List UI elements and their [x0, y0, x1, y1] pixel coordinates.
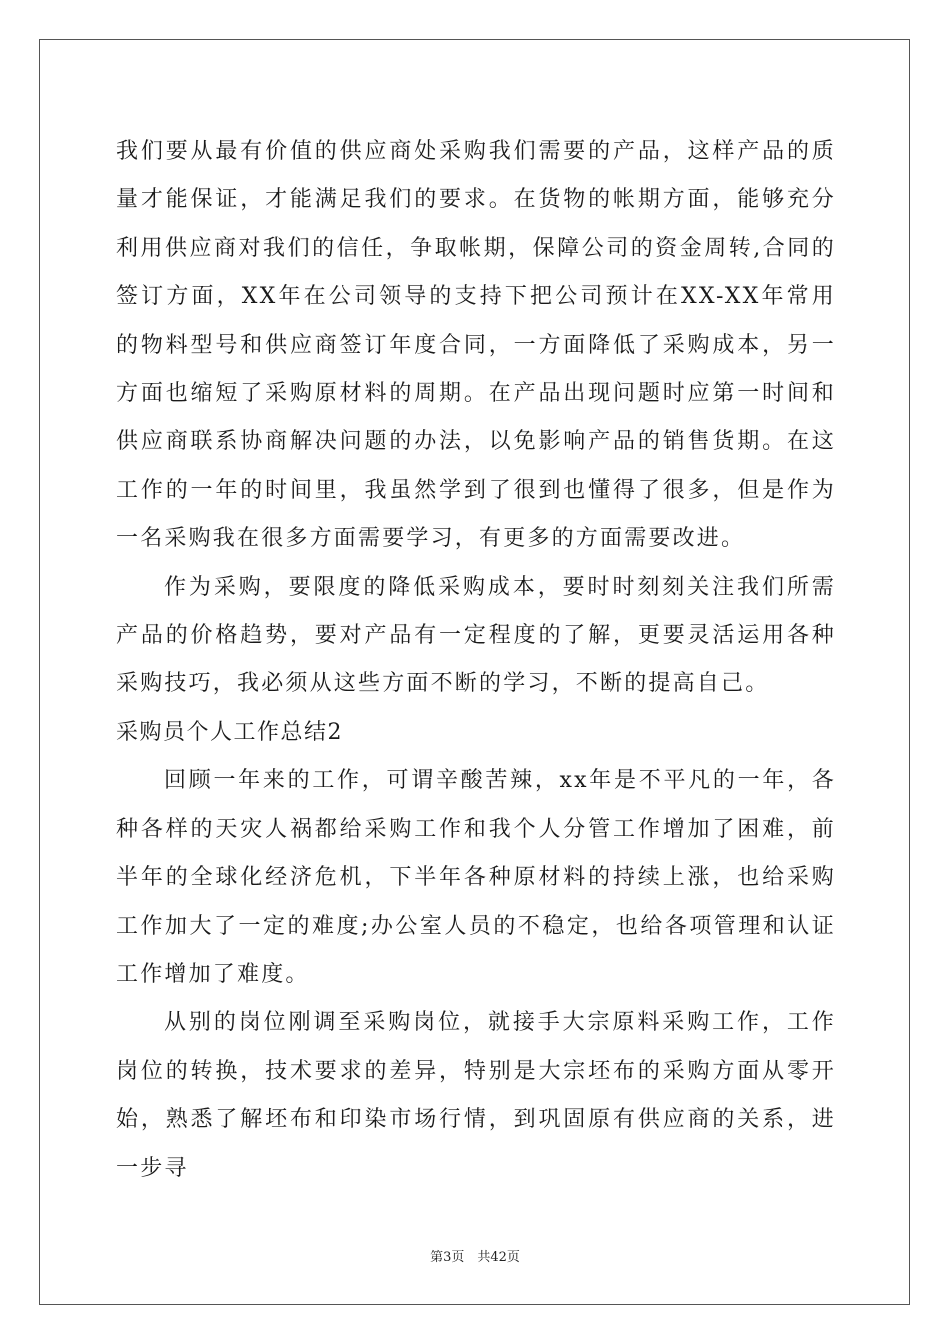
- paragraph-year-review: 回顾一年来的工作，可谓辛酸苦辣，xx年是不平凡的一年，各种各样的天灾人祸都给采购工作和我个人分管工作增加了困难，前半年的全球化经济危机，下半年各种原材料的持续上涨，也给采购工作加大了一定的难度;办公室人员的不稳定，也给各项管理和认证工作增加了难度。: [116, 768, 836, 987]
- document-body: [116, 128, 836, 1193]
- paragraph-continuation: 我们要从最有价值的供应商处采购我们需要的产品，这样产品的质量才能保证，才能满足我们的要求。在货物的帐期方面，能够充分利用供应商对我们的信任，争取帐期，保障公司的资金周转,合同的签订方面，XX年在公司领导的支持下把公司预计在XX-XX年常用的物料型号和供应商签订年度合同，一方面降低了采购成本，另一方面也缩短了采购原材料的周期。在产品出现问题时应第一时间和供应商联系协商解决问题的办法，以免影响产品的销售货期。在这工作的一年的时间里，我虽然学到了很到也懂得了很多，但是作为一名采购我在很多方面需要学习，有更多的方面需要改进。: [116, 139, 836, 552]
- paragraph-position-change: 从别的岗位刚调至采购岗位，就接手大宗原料采购工作，工作岗位的转换，技术要求的差异，特别是大宗坯布的采购方面从零开始，熟悉了解坯布和印染市场行情，到巩固原有供应商的关系，进一步寻: [116, 1010, 836, 1181]
- section-heading: 采购员个人工作总结2: [116, 719, 343, 745]
- paragraph-cost-reduction: 作为采购，要限度的降低采购成本，要时时刻刻关注我们所需产品的价格趋势，要对产品有一定程度的了解，更要灵活运用各种采购技巧，我必须从这些方面不断的学习，不断的提高自己。: [116, 574, 836, 697]
- page-number: 第3页 共42页: [430, 1250, 520, 1265]
